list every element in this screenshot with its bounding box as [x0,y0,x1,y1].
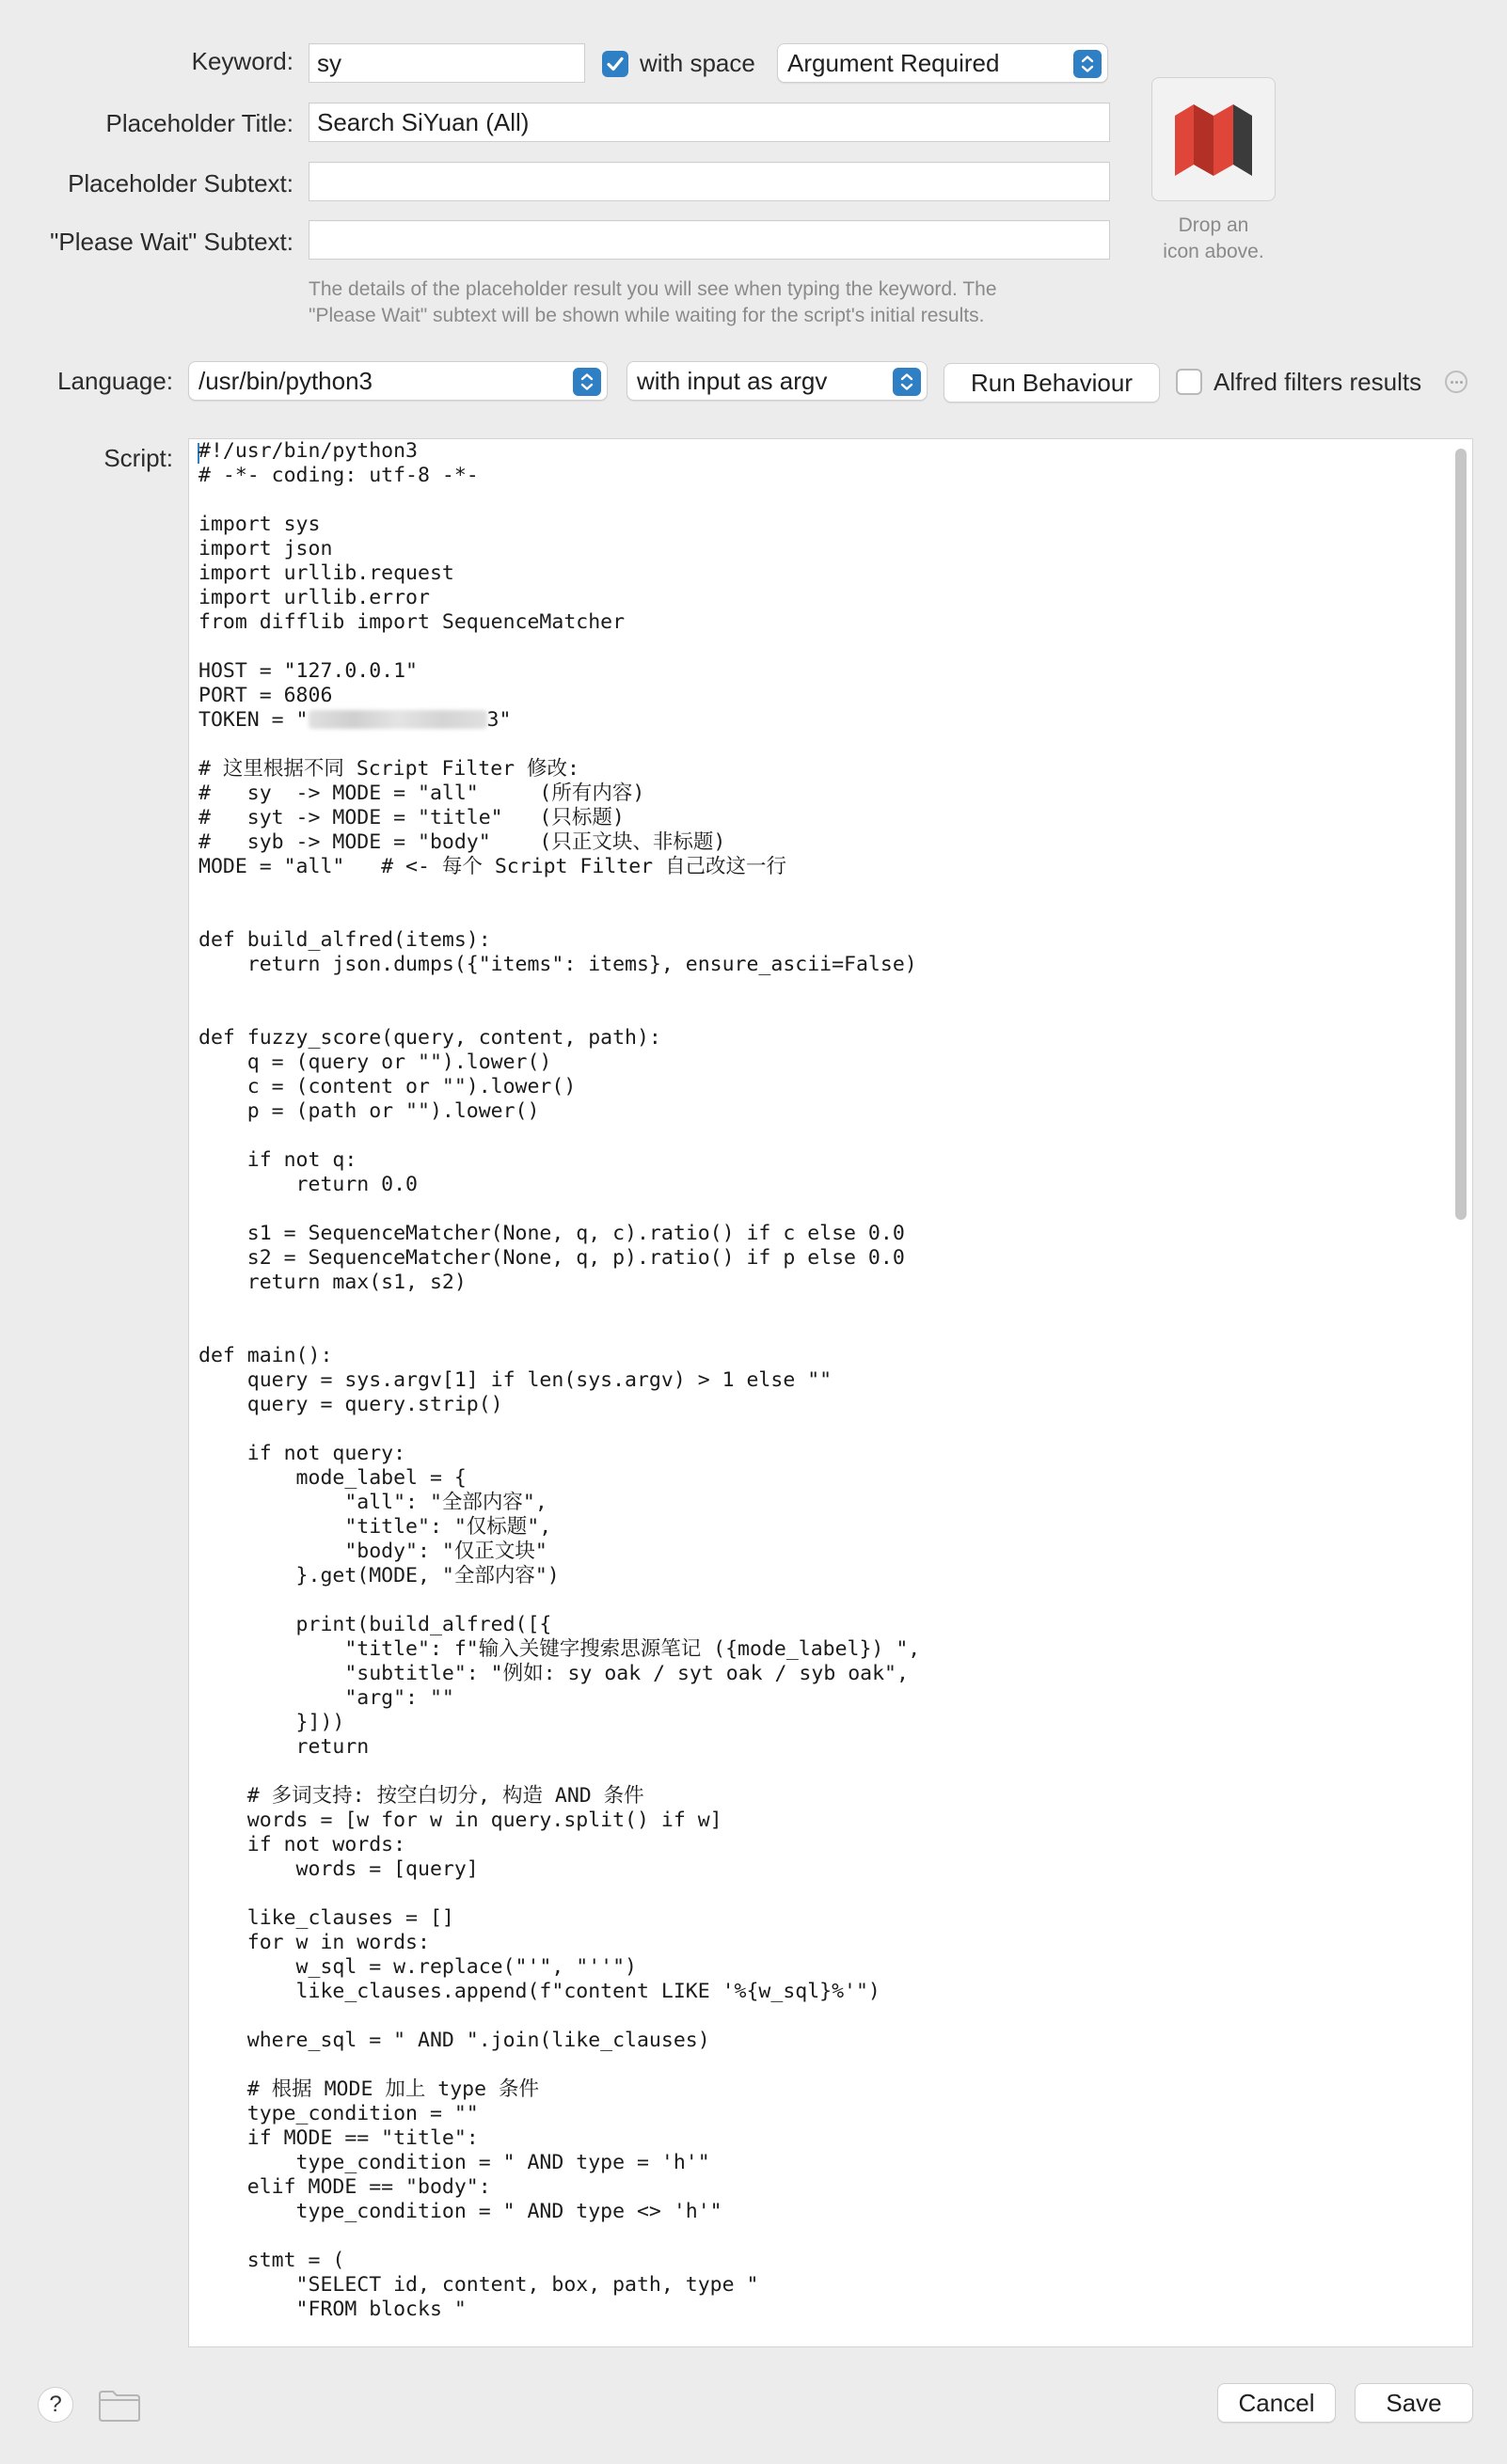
placeholder-title-label: Placeholder Title: [105,109,293,137]
siyuan-logo-icon [1152,78,1275,200]
with-space-label: with space [640,49,755,77]
with-space-checkbox[interactable] [602,51,628,77]
folder-icon[interactable] [98,2389,141,2427]
redacted-token [309,710,487,729]
placeholder-title-input[interactable]: Search SiYuan (All) [309,103,1110,142]
language-value: /usr/bin/python3 [198,367,373,395]
icon-drop-hint [1134,213,1293,265]
please-wait-subtext-input[interactable] [309,220,1110,260]
token-line-prefix: TOKEN = " [198,708,309,732]
drop-hint-line-1: Drop an [1178,214,1249,236]
script-editor[interactable] [188,438,1473,2347]
checkmark-icon [602,51,628,77]
keyword-input[interactable]: sy [309,43,585,83]
input-mode-select[interactable] [627,361,928,401]
token-line-suffix: 3" [486,708,512,732]
argument-mode-select[interactable] [777,43,1108,83]
placeholder-subtext-input[interactable] [309,162,1110,201]
scrollbar-thumb[interactable] [1455,449,1467,1220]
language-select[interactable] [188,361,608,401]
more-options-icon[interactable] [1445,371,1467,393]
please-wait-subtext-label: "Please Wait" Subtext: [50,228,293,256]
alfred-filters-checkbox[interactable] [1176,369,1202,395]
code-after-token: # 这里根据不同 Script Filter 修改: # sy -> MODE = "all" (所有内容) # syt -> MODE = "title" (只标题) # syb -> MODE = "body" (只正文块、非标题) MODE = "all" # <- 每个 Script Filter 自己改这一行 def build_alfred(items): return json.dumps({"items": items}, ensure_ascii=False) def fuzzy_score(query, content, path): q = (query or "").lower() c = (content or "").lower() p = (path or "").lower() if not q: return 0.0 s1 = SequenceMatcher(None, q, c).ratio() if c else 0.0 s2 = SequenceMatcher(None, q, p).ratio() if p else 0.0 return max(s1, s2) def main(): query = sys.argv[1] if len(sys.argv) > 1 else "" query = query.strip() if not query: mode_label = { "all": "全部内容", "title": "仅标题", "body": "仅正文块" }.get(MODE, "全部内容") print(build_alfred([{ "title": f"输入关键字搜索思源笔记 ({mode_label}) ", "subtitle": "例如: sy oak / syt oak / syb oak", "arg": "" }])) return # 多词支持: 按空白切分, 构造 AND 条件 words = [w for w in query.split() if w] if not words: words = [query] like_clauses = [] for w in words: w_sql = w.replace("'", "''") like_clauses.append(f"content LIKE '%{w_sql}%'") where_sql = " AND ".join(like_clauses) # 根据 MODE 加上 type 条件 type_condition = "" if MODE == "title": type_condition = " AND type = 'h'" elif MODE == "body": type_condition = " AND type <> 'h'" stmt = ( "SELECT id, content, box, path, type " "FROM blocks " [198,757,921,2321]
cancel-button[interactable]: Cancel [1217,2383,1336,2423]
hint-line-2: "Please Wait" subtext will be shown while waiting for the script's initial results. [309,305,985,326]
code-before-token: #!/usr/bin/python3 # -*- coding: utf-8 -*- import sys import json import urllib.request import urllib.error from difflib import SequenceMatcher HOST = "127.0.0.1" PORT = 6806 [198,439,626,707]
updown-chevron-icon [1073,50,1102,78]
keyword-label: Keyword: [191,47,293,75]
alfred-filters-label: Alfred filters results [1214,368,1422,396]
run-behaviour-button[interactable]: Run Behaviour [944,363,1160,403]
save-button[interactable]: Save [1355,2383,1473,2423]
placeholder-subtext-label: Placeholder Subtext: [68,169,293,197]
language-label: Language: [57,367,173,395]
hint-line-1: The details of the placeholder result you will see when typing the keyword. The [309,278,997,300]
argument-mode-value: Argument Required [787,49,1000,77]
script-label: Script: [103,444,173,472]
icon-well[interactable] [1151,77,1276,201]
help-button[interactable]: ? [38,2387,73,2423]
updown-chevron-icon [573,368,601,396]
drop-hint-line-2: icon above. [1163,241,1264,262]
updown-chevron-icon [893,368,921,396]
script-code[interactable] [198,439,1444,2322]
input-mode-value: with input as argv [637,367,828,395]
placeholder-hint [309,276,1136,329]
script-scrollbar[interactable] [1453,449,1467,2339]
